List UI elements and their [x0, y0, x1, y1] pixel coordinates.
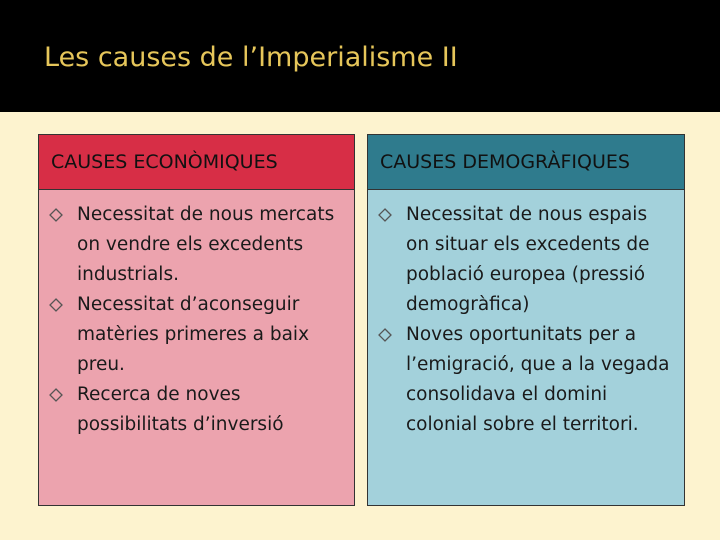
list-item-text: Necessitat de nous mercats on vendre els excedents industrials.: [77, 204, 335, 285]
diamond-outline-icon: [378, 328, 392, 342]
list-item: [49, 380, 340, 440]
economic-causes-heading: [38, 134, 355, 190]
demographic-causes-list: [378, 200, 670, 440]
list-item-text: Necessitat d’aconseguir matèries primeres a baix preu.: [77, 294, 310, 375]
demographic-causes-box: [367, 190, 685, 506]
diamond-outline-icon: [378, 208, 392, 222]
list-item: [49, 200, 340, 290]
economic-causes-box: [38, 190, 355, 506]
demographic-causes-heading-text: CAUSES DEMOGRÀFIQUES: [380, 151, 630, 173]
diamond-outline-icon: [49, 208, 63, 222]
economic-causes-heading-text: CAUSES ECONÒMIQUES: [51, 151, 278, 173]
list-item: [49, 290, 340, 380]
diamond-outline-icon: [49, 298, 63, 312]
list-item: [378, 200, 670, 320]
list-item: [378, 320, 670, 440]
list-item-text: Recerca de noves possibilitats d’inversió: [77, 384, 284, 435]
list-item-text: Noves oportunitats per a l’emigració, que a la vegada consolidava el domini colonial sobre el territori.: [406, 324, 670, 435]
list-item-text: Necessitat de nous espais on situar els excedents de població europea (pressió demogràfica): [406, 204, 650, 315]
economic-causes-list: [49, 200, 340, 440]
slide-content: [0, 112, 720, 540]
demographic-causes-heading: [367, 134, 685, 190]
diamond-outline-icon: [49, 388, 63, 402]
slide-title: Les causes de l’Imperialisme II: [44, 42, 458, 73]
